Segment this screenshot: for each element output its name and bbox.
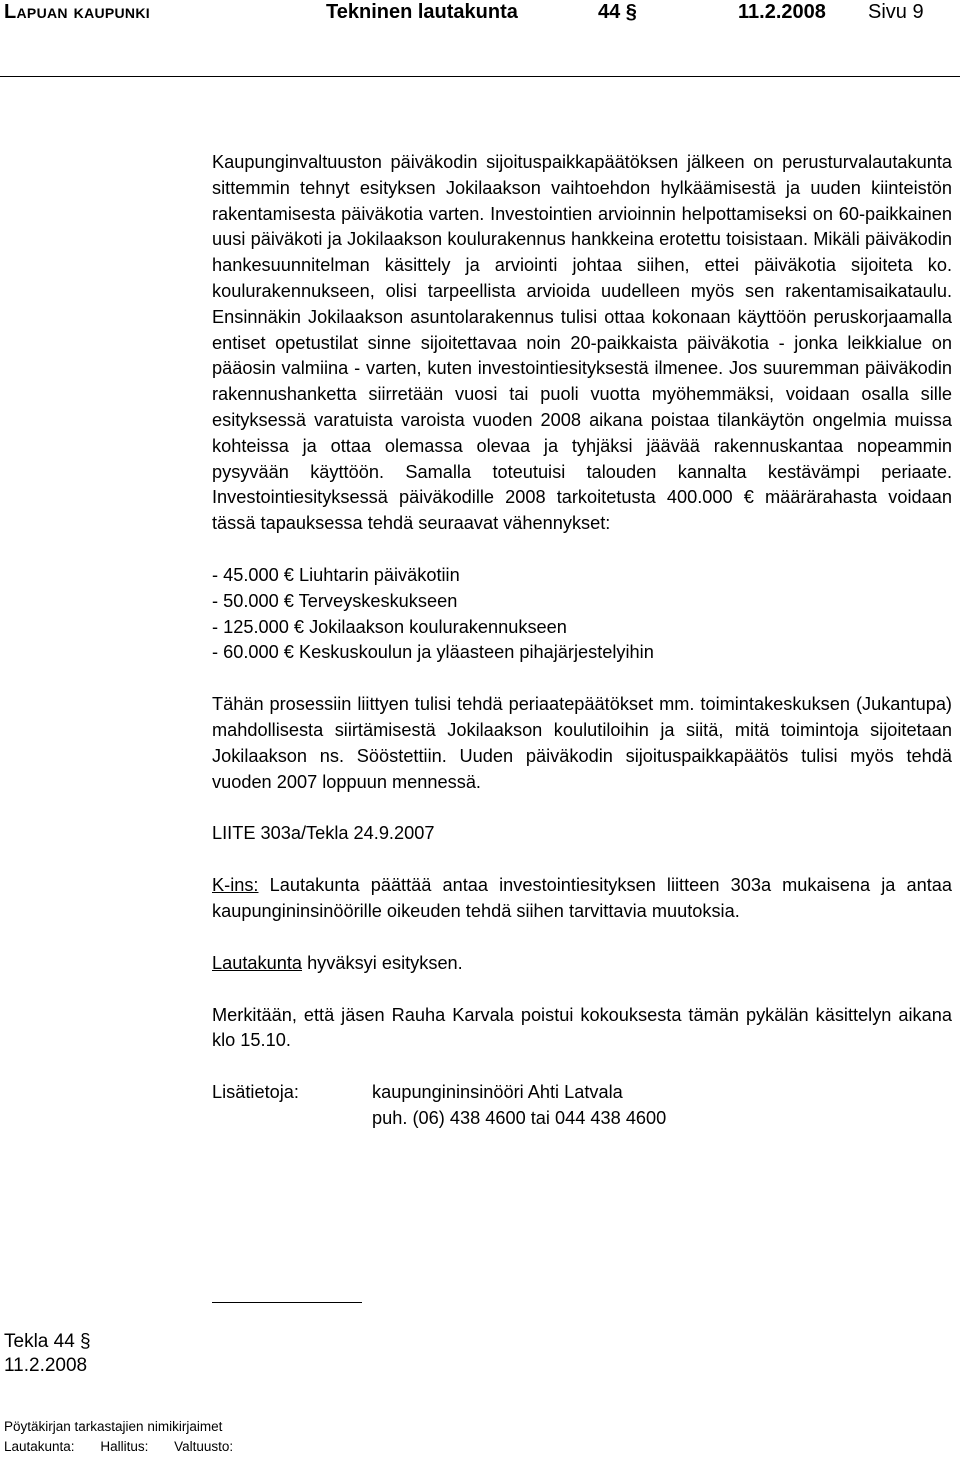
contact-details: [372, 1080, 666, 1132]
margin-tekla: Tekla 44 §: [4, 1331, 91, 1352]
header-board: Tekninen lautakunta: [326, 1, 518, 23]
header-divider: [0, 76, 960, 77]
margin-date: 11.2.2008: [4, 1355, 88, 1376]
contact-info: [212, 1080, 952, 1132]
main-paragraph: Kaupunginvaltuuston päiväkodin sijoituspaikkapäätöksen jälkeen on perusturvalautakunta sittemmin tehnyt esityksen Jokilaakson vaihtoehdon hylkäämisestä ja uuden kiinteistön rakentamisesta päiväkotia varten. Investointien arvioinnin helpottamiseksi on 60-paikkainen uusi päiväkoti ja Jokilaakson koulurakennus hankkeina erotettu toisistaan. Mikäli päiväkodin hankesuunnitelman käsittely ja arviointi johtaa siihen, ettei päiväkotia sijoiteta ko. koulurakennukseen, olisi tarpeellista arvioida uudelleen myös sen rakentamisaikataulu. Ensinnäkin Jokilaakson asuntolarakennus tulisi ottaa kokonaan käyttöön peruskorjaamalla entiset opetustilat sinne sijoitettavaa noin 20-paikkaista päiväkotia - jonka leikkialue on pääosin valmiina - varten, kuten investointiesityksestä ilmenee. Jos suuremman päiväkodin rakennushanketta siirretään vuosi tai puoli vuotta myöhemmäksi, voidaan osalla sille esityksessä varatuista varoista vuoden 2008 aikana poistaa tilankäytön ongelmia muissa kohteissa ja ottaa olemassa olevaa ja tyhjäksi jäävää rakennuskantaa nopeammin pysyvään käyttöön. Samalla toteutuisi talouden kannalta kestävämpi periaate. Investointiesityksessä päiväkodille 2008 tarkoitetusta 400.000 € määrärahasta voidaan tässä tapauksessa tehdä seuraavat vähennykset:: [212, 152, 952, 534]
header-page-number: Sivu 9: [868, 1, 924, 23]
contact-label: Lisätietoja:: [212, 1082, 299, 1103]
footer-initials-label: Pöytäkirjan tarkastajien nimikirjaimet: [4, 1419, 223, 1434]
contact-name: kaupungininsinööri Ahti Latvala: [372, 1082, 623, 1103]
footer-bodies: [4, 1437, 255, 1457]
page-footer: [4, 1417, 255, 1457]
proposal-text: Lautakunta päättää antaa investointiesityksen liitteen 303a mukaisena ja antaa kaupungininsinöörille oikeuden tehdä siihen tarvittavia muutoksia.: [212, 875, 952, 921]
decision-text: hyväksyi esityksen.: [302, 952, 463, 973]
appendix-reference: LIITE 303a/Tekla 24.9.2007: [212, 823, 435, 844]
list-item: - 125.000 € Jokilaakson koulurakennukseen: [212, 616, 567, 637]
decision-paragraph: [212, 951, 952, 977]
header-section: 44 §: [598, 1, 637, 23]
margin-reference: [4, 1330, 91, 1378]
header-date: 11.2.2008: [738, 1, 826, 23]
page-header: [0, 0, 960, 26]
proposal-paragraph: [212, 873, 952, 925]
list-item: - 45.000 € Liuhtarin päiväkotiin: [212, 564, 460, 585]
contact-phone: puh. (06) 438 4600 tai 044 438 4600: [372, 1107, 667, 1128]
footer-hallitus: Hallitus:: [100, 1439, 149, 1454]
footer-valtuusto: Valtuusto:: [174, 1439, 234, 1454]
footer-lautakunta: Lautakunta:: [4, 1439, 75, 1454]
document-body: [212, 150, 952, 1132]
list-item: - 60.000 € Keskuskoulun ja yläasteen pihajärjestelyihin: [212, 642, 654, 663]
list-item: - 50.000 € Terveyskeskukseen: [212, 590, 458, 611]
cuts-list: [212, 563, 952, 666]
process-paragraph: Tähän prosessiin liittyen tulisi tehdä periaatepäätökset mm. toimintakeskuksen (Jukantupa) mahdollisesta siirtämisestä Jokilaakson koulutiloihin ja siitä, mitä toimintoja sijoitetaan Jokilaakson ns. Sööstettiin. Uuden päiväkodin sijoituspaikkapäätös tulisi myös tehdä vuoden 2007 loppuun mennessä.: [212, 694, 952, 792]
header-city: Lapuan kaupunki: [4, 1, 150, 23]
note-paragraph: Merkitään, että jäsen Rauha Karvala poistui kokouksesta tämän pykälän käsittelyn aikana klo 15.10.: [212, 1004, 952, 1051]
proposal-label: K-ins:: [212, 875, 259, 896]
signature-divider: [212, 1302, 362, 1303]
decision-label: Lautakunta: [212, 952, 303, 973]
